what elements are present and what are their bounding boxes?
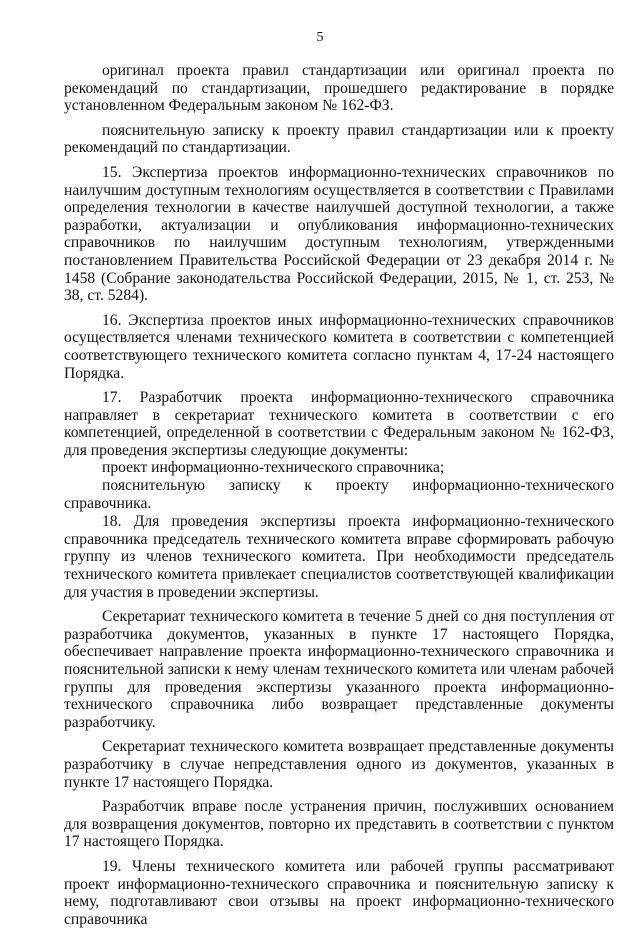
- paragraph-18: 18. Для проведения экспертизы проекта информационно-технического справочника председатель технического комитета вправе сформировать рабочую группу из членов технического комитета. При необходимости председатель технического комитета привлекает специалистов соответствующей квалификации для участия в проведении экспертизы.: [64, 513, 614, 601]
- paragraph-17-item-note: пояснительную записку к проекту информационно-технического справочника.: [64, 477, 614, 512]
- paragraph-secretariat-returns: Секретариат технического комитета возвращает представленные документы разработчику в случае непредставления одного из документов, указанных в пункте 17 настоящего Порядка.: [64, 738, 614, 791]
- paragraph-original-project: оригинал проекта правил стандартизации или оригинал проекта по рекомендаций по стандартизации, прошедшего редактирование в порядке установленном Федеральным законом № 162-ФЗ.: [64, 62, 614, 115]
- paragraph-19: 19. Члены технического комитета или рабочей группы рассматривают проект информационно-технического справочника и пояснительную записку к нему, подготавливают свои отзывы на проект информационно-технического справочника: [64, 857, 614, 928]
- paragraph-17: 17. Разработчик проекта информационно-технического справочника направляет в секретариат технического комитета в соответствии с его компетенцией, определенной в соответствии с Федеральным законом № 162-ФЗ, для проведения экспертизы следующие документы:: [64, 389, 614, 459]
- paragraph-17-item-project: проект информационно-технического справочника;: [102, 459, 445, 477]
- paragraph-explanatory-note: пояснительную записку к проекту правил стандартизации или к проекту рекомендаций по стандартизации.: [64, 121, 614, 157]
- document-body: [64, 62, 614, 928]
- paragraph-15: 15. Экспертиза проектов информационно-технических справочников по наилучшим доступным технологиям осуществляется в соответствии с Правилами определения технологии в качестве наилучшей доступной технологии, а также разработки, актуализации и опубликования информационно-технических справочников по наилучшим доступным технологиям, утвержденными постановлением Правительства Российской Федерации от 23 декабря 2014 г. № 1458 (Собрание законодательства Российской Федерации, 2015, № 1, ст. 253, № 38, ст. 5284).: [64, 163, 614, 305]
- paragraph-secretariat-sends: Секретариат технического комитета в течение 5 дней со дня поступления от разработчика документов, указанных в пункте 17 настоящего Порядка, обеспечивает направление проекта информационно-технического справочника и пояснительной записки к нему членам технического комитета или членам рабочей группы для проведения экспертизы указанного проекта информационно-технического справочника либо возвращает представленные документы разработчику.: [64, 608, 614, 731]
- paragraph-16: 16. Экспертиза проектов иных информационно-технических справочников осуществляется членами технического комитета в соответствии с компетенцией соответствующего технического комитета согласно пунктам 4, 17-24 настоящего Порядка.: [64, 311, 614, 382]
- page-number: 5: [316, 30, 324, 45]
- paragraph-developer-resubmits: Разработчик вправе после устранения причин, послуживших основанием для возвращения документов, повторно их представить в соответствии с пунктом 17 настоящего Порядка.: [64, 798, 614, 851]
